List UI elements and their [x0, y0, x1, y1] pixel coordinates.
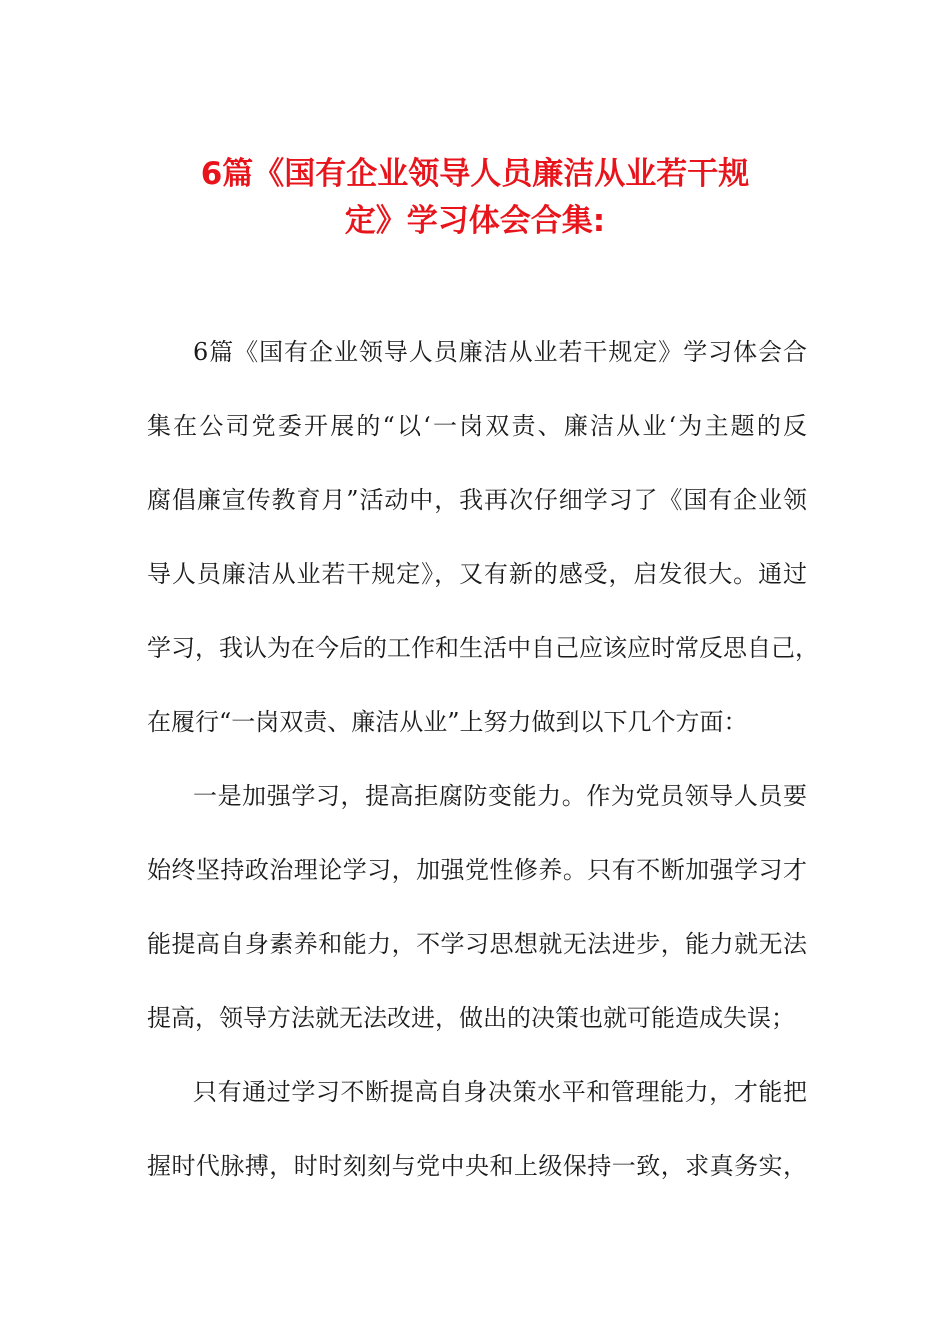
body-line: 能提高自身素养和能力，不学习思想就无法进步，能力就无法 — [147, 930, 807, 958]
body-line: 握时代脉搏，时时刻刻与党中央和上级保持一致，求真务实， — [147, 1152, 807, 1180]
body-line: 只有通过学习不断提高自身决策水平和管理能力，才能把 — [193, 1078, 807, 1106]
body-line: 6篇《国有企业领导人员廉洁从业若干规定》学习体会合 — [193, 338, 807, 366]
body-line: 在履行“一岗双责、廉洁从业”上努力做到以下几个方面： — [147, 708, 748, 736]
body-line: 集在公司党委开展的“以‘一岗双责、廉洁从业‘为主题的反 — [147, 412, 807, 440]
body-line: 一是加强学习，提高拒腐防变能力。作为党员领导人员要 — [193, 782, 807, 810]
body-line: 学习，我认为在今后的工作和生活中自己应该应时常反思自己， — [147, 634, 819, 662]
body-line: 始终坚持政治理论学习，加强党性修养。只有不断加强学习才 — [147, 856, 807, 884]
body-line: 导人员廉洁从业若干规定》，又有新的感受，启发很大。通过 — [147, 560, 807, 588]
document-title-line-1: 6篇《国有企业领导人员廉洁从业若干规 — [200, 156, 750, 192]
body-line: 提高，领导方法就无法改进，做出的决策也就可能造成失误； — [147, 1004, 795, 1032]
body-line: 腐倡廉宣传教育月”活动中，我再次仔细学习了《国有企业领 — [147, 486, 807, 514]
document-title-line-2: 定》学习体会合集: — [344, 203, 606, 239]
